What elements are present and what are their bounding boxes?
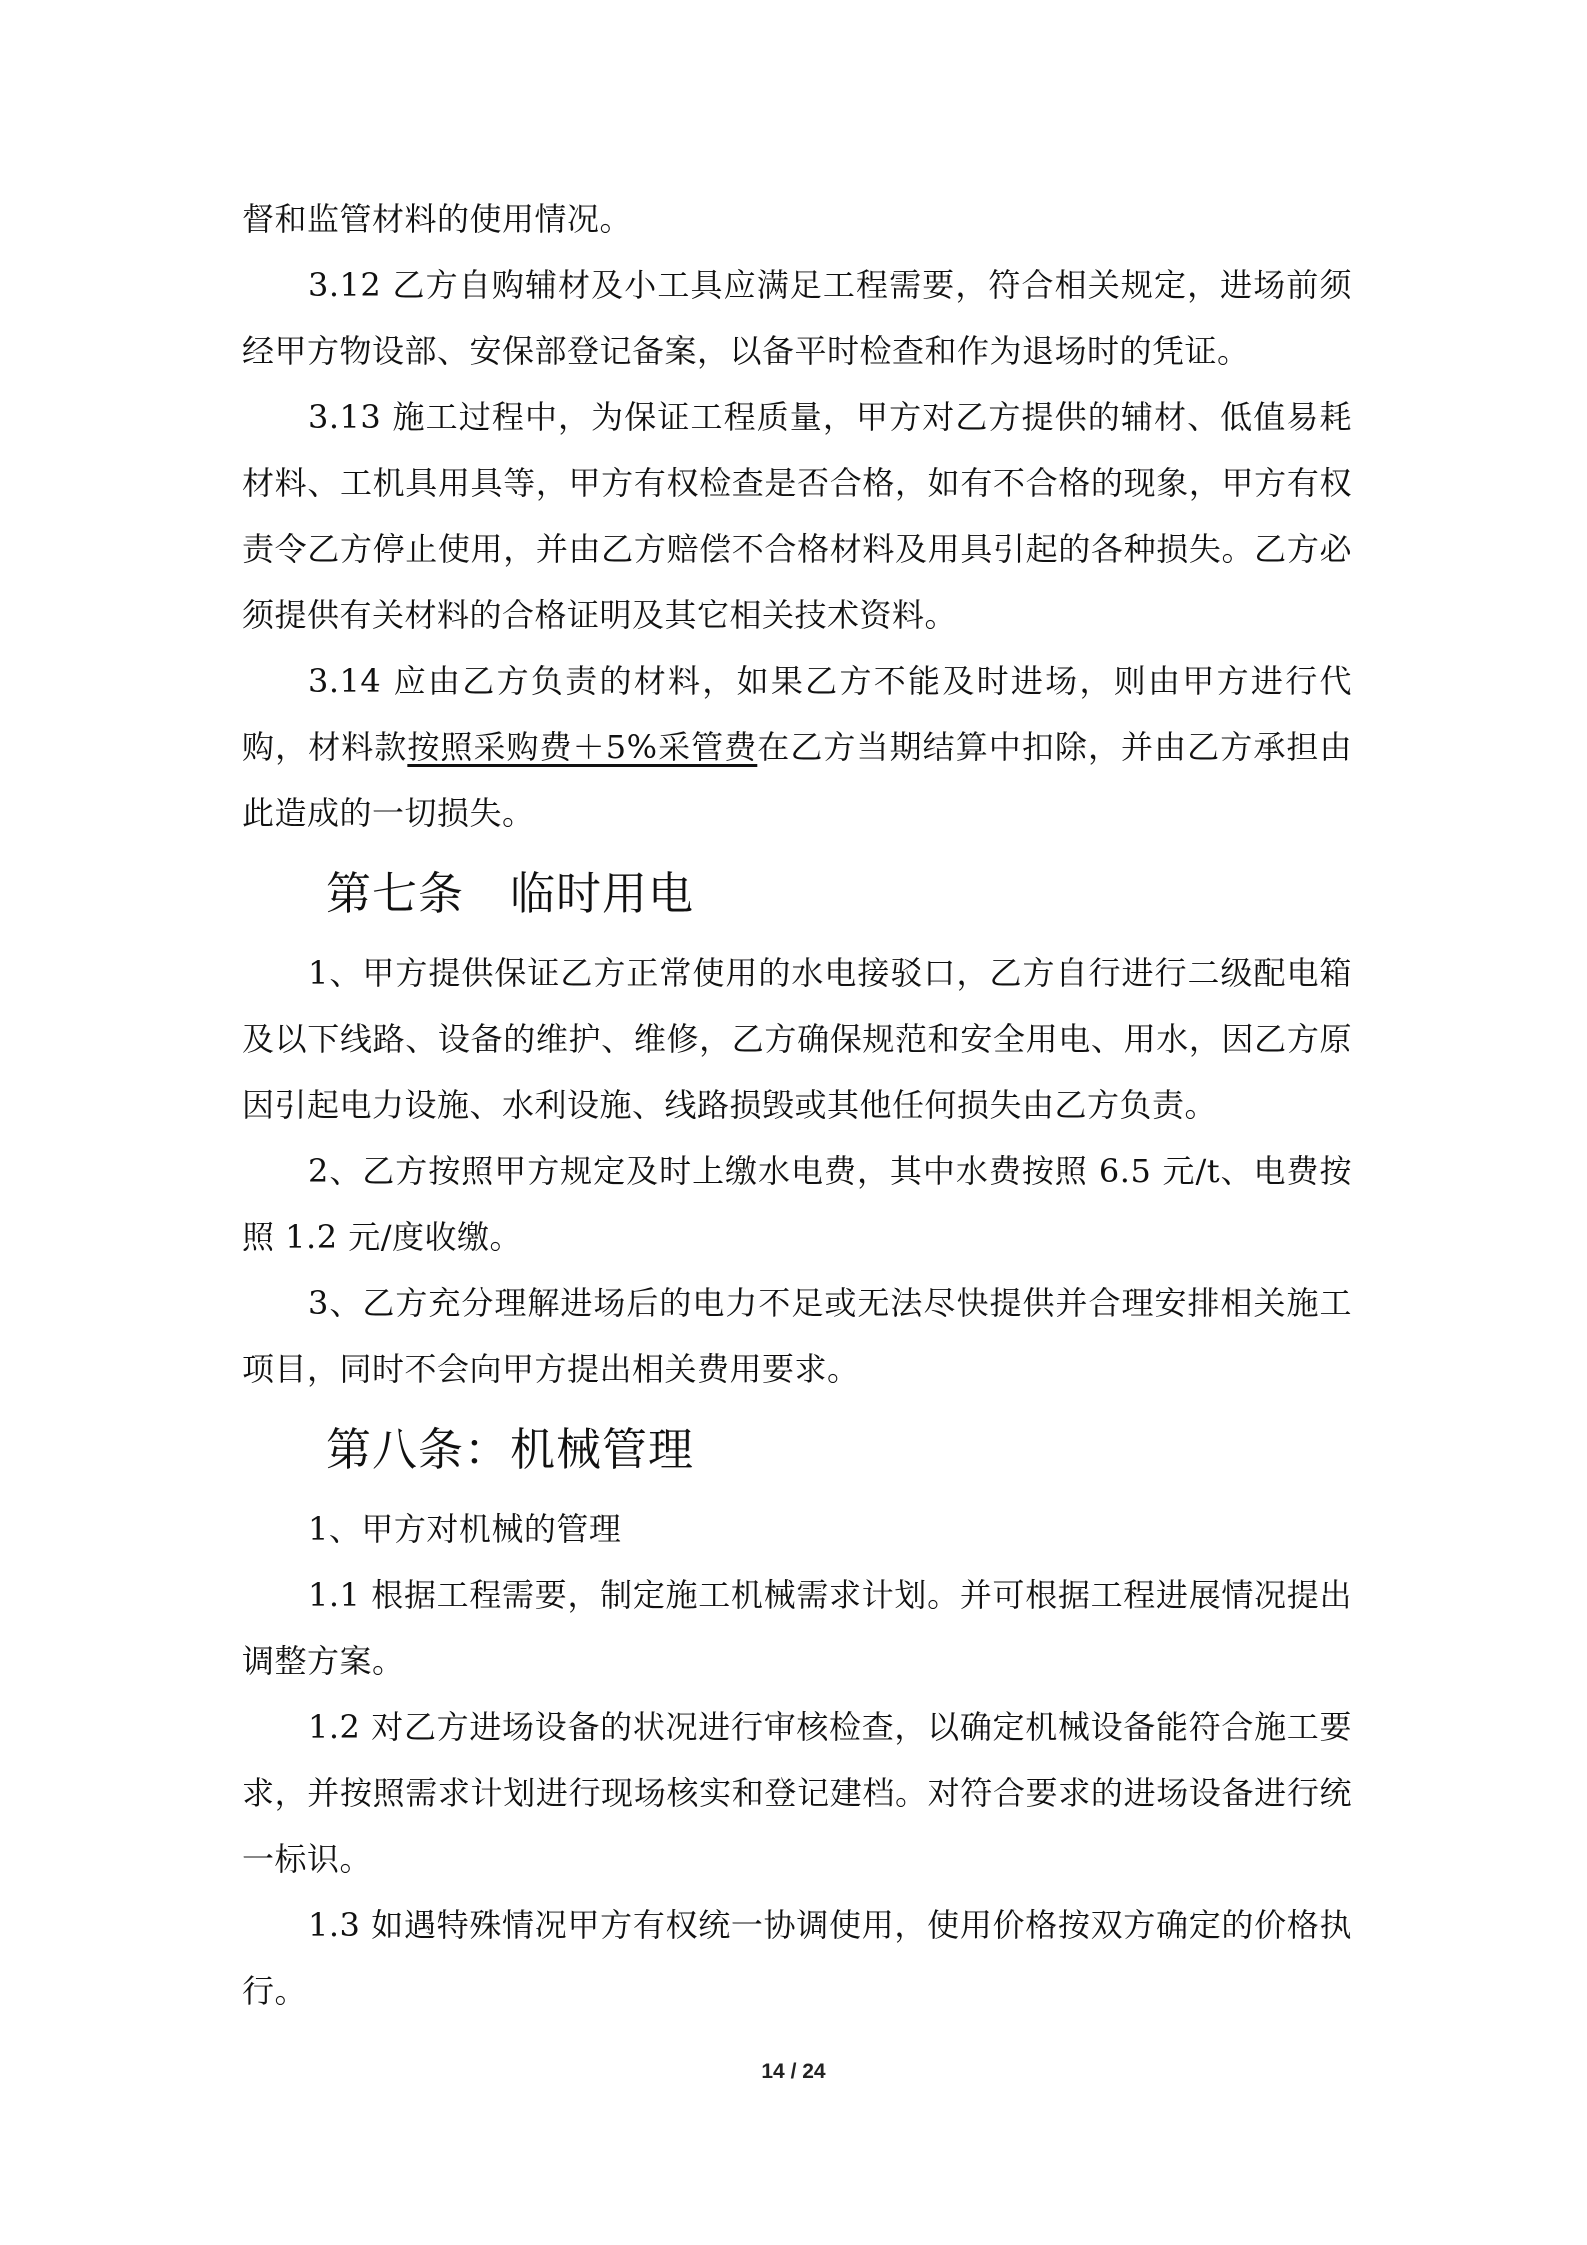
section-7-heading: 第七条 临时用电 <box>326 867 695 920</box>
clause-3-14-text-b: 在乙方当期结算中扣除，并由乙方承担由此造成的一切损失。 <box>242 728 1352 832</box>
clause-3-14-underlined: 按照采购费＋5%采管费 <box>407 728 758 766</box>
section-7-item-2: 2、乙方按照甲方规定及时上缴水电费，其中水费按照 6.5 元/t、电费按照 1.2 元/度收缴。 <box>242 1152 1352 1256</box>
section-8-item-1-3: 1.3 如遇特殊情况甲方有权统一协调使用，使用价格按双方确定的价格执行。 <box>242 1906 1352 2010</box>
section-7-item-3: 3、乙方充分理解进场后的电力不足或无法尽快提供并合理安排相关施工项目，同时不会向甲方提出相关费用要求。 <box>242 1284 1352 1388</box>
section-8-item-1-1: 1.1 根据工程需要，制定施工机械需求计划。并可根据工程进展情况提出调整方案。 <box>242 1576 1352 1680</box>
clause-3-12: 3.12 乙方自购辅材及小工具应满足工程需要，符合相关规定，进场前须经甲方物设部、安保部登记备案，以备平时检查和作为退场时的凭证。 <box>242 266 1352 370</box>
clause-3-14-text-a: 3.14 应由乙方负责的材料，如果乙方不能及时进场，则由甲方进行代购，材料款 <box>242 662 1352 766</box>
section-8-heading: 第八条：机械管理 <box>326 1423 695 1476</box>
clause-3-13: 3.13 施工过程中，为保证工程质量，甲方对乙方提供的辅材、低值易耗材料、工机具用具等，甲方有权检查是否合格，如有不合格的现象，甲方有权责令乙方停止使用，并由乙方赔偿不合格材料及用具引起的各种损失。乙方必须提供有关材料的合格证明及其它相关技术资料。 <box>242 398 1352 634</box>
paragraph-continuation: 督和监管材料的使用情况。 <box>242 200 633 238</box>
page-number: 14 / 24 <box>761 2060 826 2083</box>
section-7-item-1: 1、甲方提供保证乙方正常使用的水电接驳口，乙方自行进行二级配电箱及以下线路、设备的维护、维修，乙方确保规范和安全用电、用水，因乙方原因引起电力设施、水利设施、线路损毁或其他任何损失由乙方负责。 <box>242 954 1352 1124</box>
page-content <box>242 186 1352 2024</box>
clause-3-14 <box>242 648 1352 846</box>
section-8-item-1-2: 1.2 对乙方进场设备的状况进行审核检查，以确定机械设备能符合施工要求，并按照需求计划进行现场核实和登记建档。对符合要求的进场设备进行统一标识。 <box>242 1708 1352 1878</box>
section-8-item-1: 1、甲方对机械的管理 <box>308 1510 622 1548</box>
